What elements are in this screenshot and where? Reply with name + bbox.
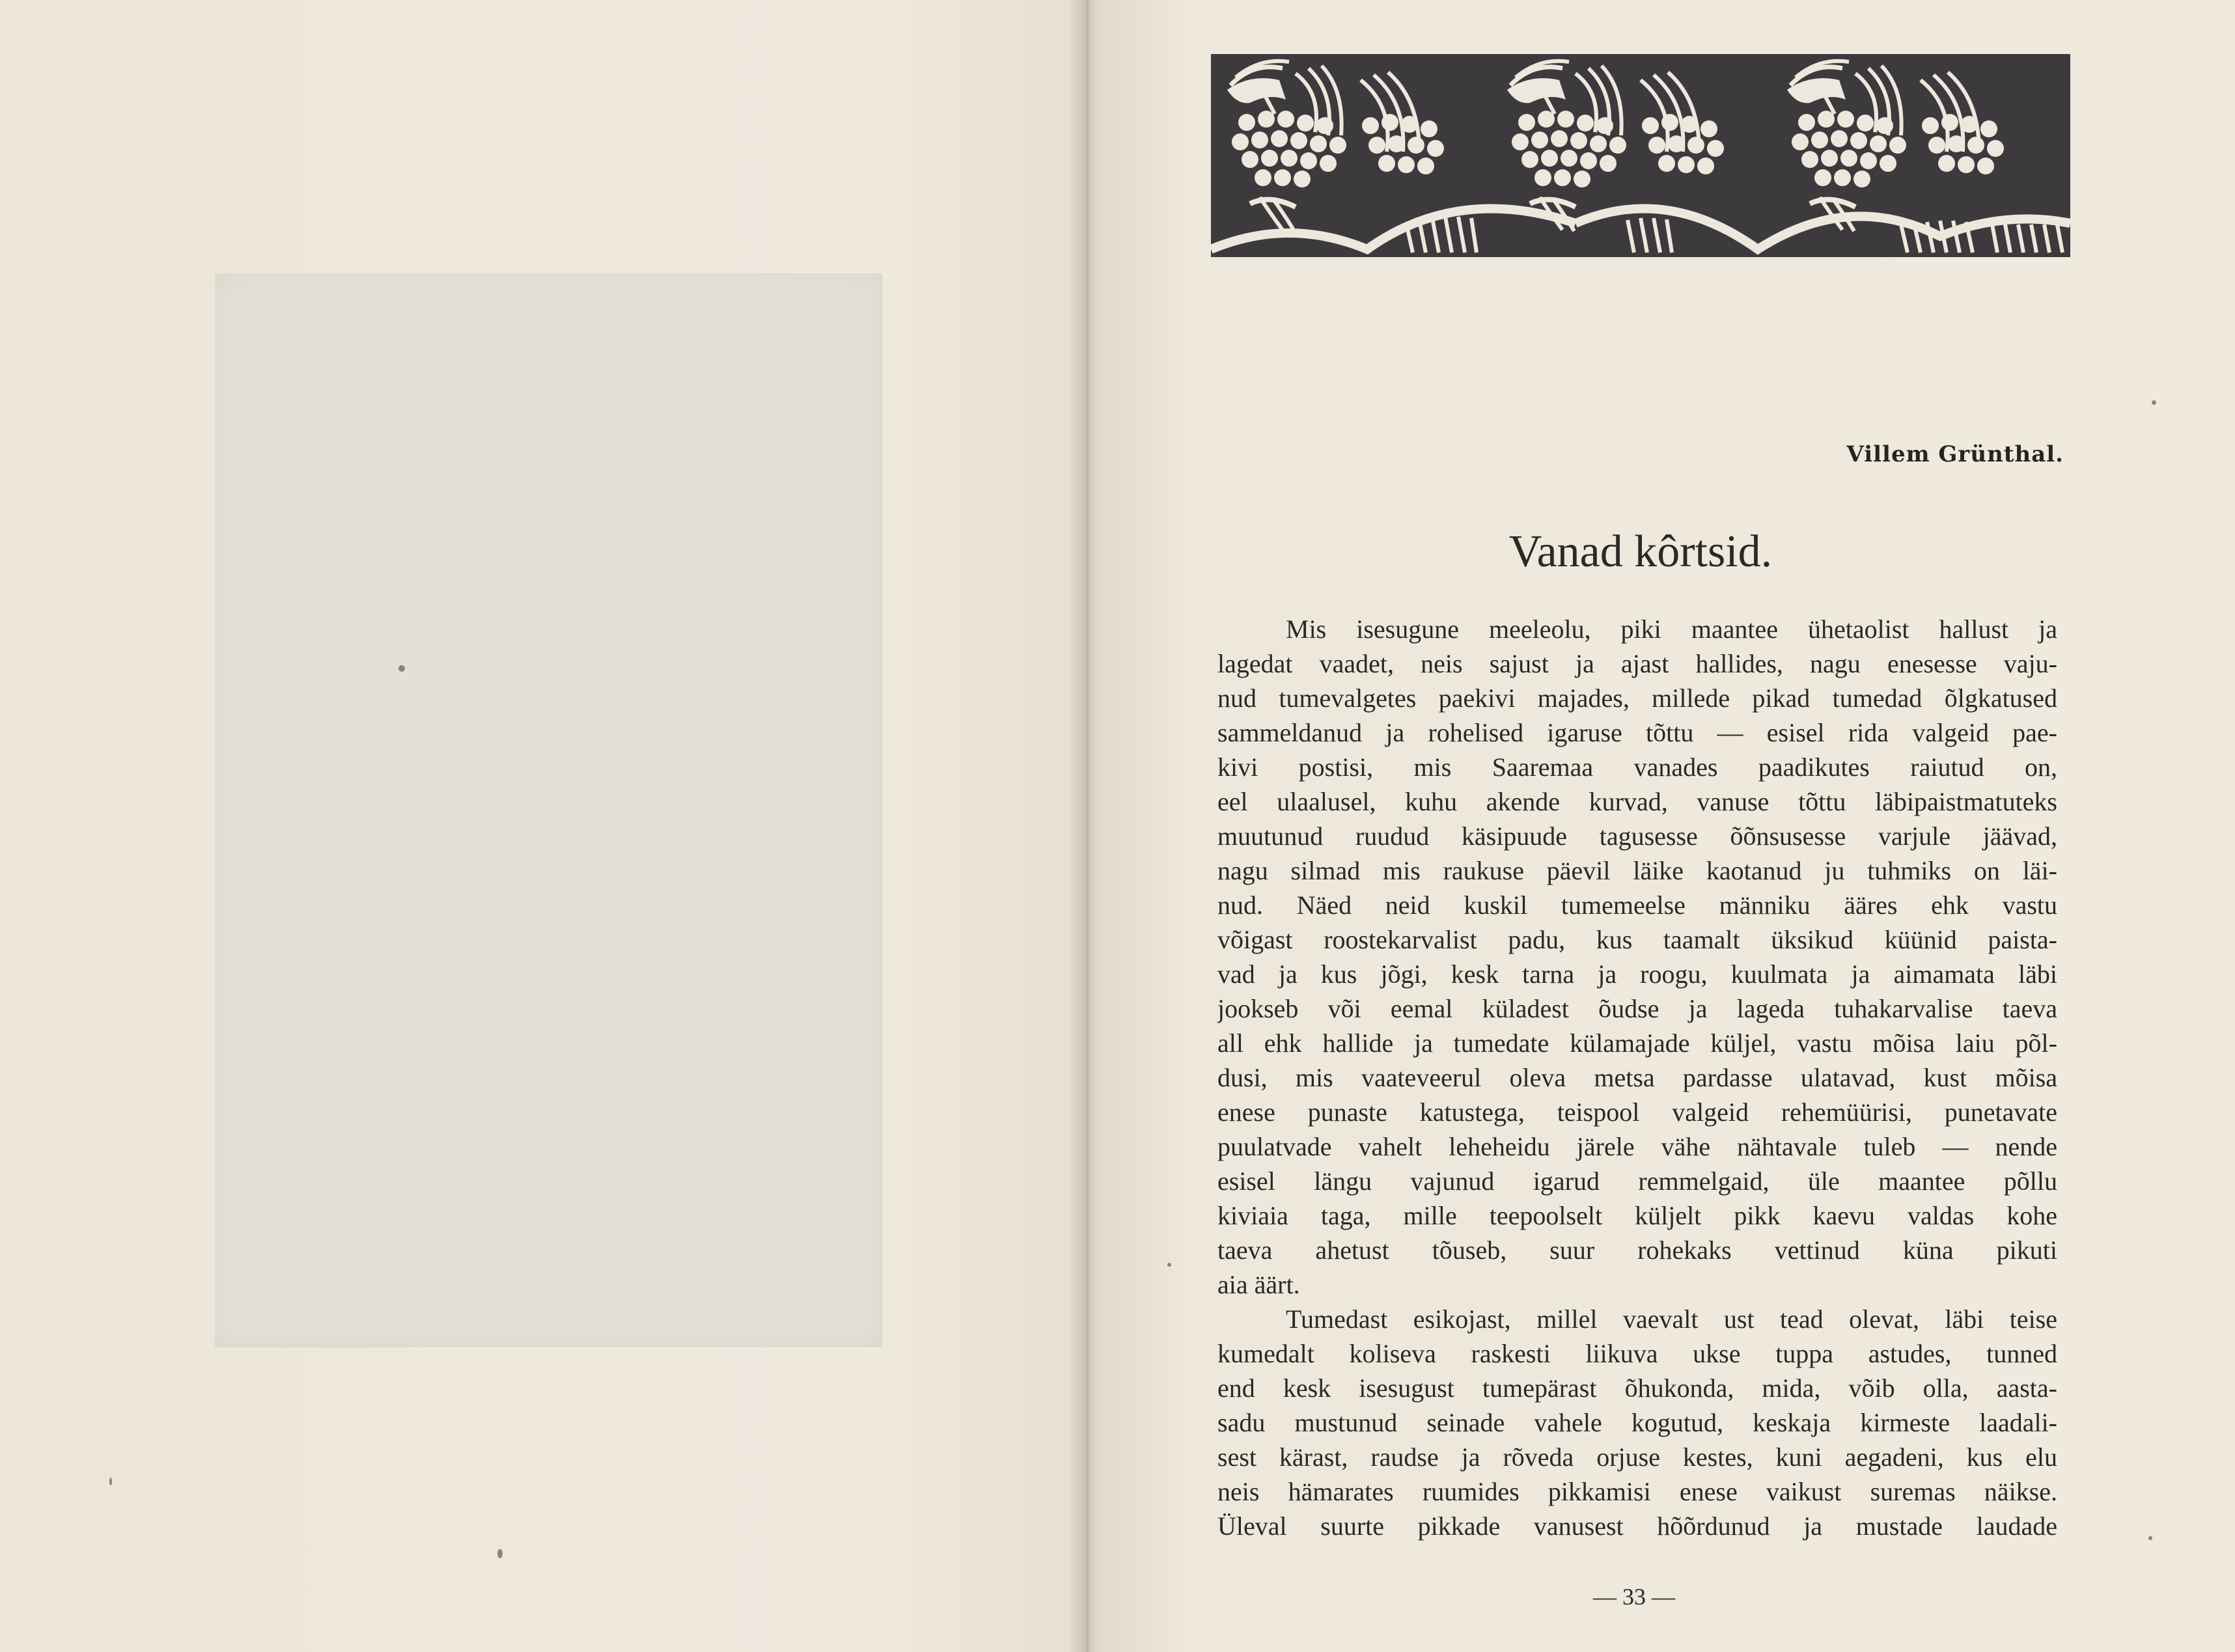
text-line: end kesk isesugust tumepärast õhukonda, mida, võib olla, aasta-: [1217, 1373, 2057, 1403]
text-line: võigast roostekarvalist padu, kus taamalt üksikud küünid paista-: [1217, 925, 2057, 954]
text-line: sadu mustunud seinade vahele kogutud, keskaja kirmeste laadali-: [1217, 1408, 2057, 1437]
text-line: neis hämarates ruumides pikkamisi enese vaikust suremas näikse.: [1217, 1477, 2057, 1506]
text-line: nagu silmad mis raukuse päevil läike kaotanud ju tuhmiks on läi-: [1217, 856, 2057, 885]
decorative-woodcut-banner: [1211, 54, 2070, 257]
text-line: nud tumevalgetes paekivi majades, millede pikad tumedad õlgkatused: [1217, 683, 2057, 713]
text-line: kiviaia taga, mille teepoolselt küljelt pikk kaevu valdas kohe: [1217, 1201, 2057, 1230]
text-line: kivi postisi, mis Saaremaa vanades paadikutes raiutud on,: [1217, 752, 2057, 782]
text-line: Üleval suurte pikkade vanusest hõõrdunud ja mustade laudade: [1217, 1511, 2057, 1541]
text-line: vad ja kus jõgi, kesk tarna ja roogu, kuulmata ja aimamata läbi: [1217, 959, 2057, 989]
text-line: aia äärt.: [1217, 1270, 1300, 1299]
tissue-overlay-sheet: [215, 273, 882, 1347]
text-line: sest kärast, raudse ja rõveda orjuse kestes, kuni aegadeni, kus elu: [1217, 1442, 2057, 1472]
left-page: [0, 0, 1086, 1652]
text-line: taeva ahetust tõuseb, suur rohekaks vettinud küna pikuti: [1217, 1235, 2057, 1265]
text-line: kumedalt koliseva raskesti liikuva ukse tuppa astudes, tunned: [1217, 1339, 2057, 1368]
text-line: all ehk hallide ja tumedate külamajade küljel, vastu mõisa laiu põl-: [1217, 1028, 2057, 1058]
text-line: Mis isesugune meeleolu, piki maantee ühetaolist hallust ja: [1286, 614, 2057, 644]
text-line: enese punaste katustega, teispool valgeid rehemüürisi, punetavate: [1217, 1097, 2057, 1127]
page-number: — 33 —: [1593, 1584, 1675, 1610]
text-line: puulatvade vahelt leheheidu järele vähe nähtavale tuleb — nende: [1217, 1132, 2057, 1161]
text-line: esisel längu vajunud igarud remmelgaid, üle maantee põllu: [1217, 1166, 2057, 1196]
article-body: [1217, 612, 2057, 1543]
text-line: nud. Näed neid kuskil tumemeelse männiku ääres ehk vastu: [1217, 890, 2057, 920]
chapter-title: Vanad kôrtsid.: [1508, 527, 1773, 577]
text-line: lagedat vaadet, neis sajust ja ajast hallides, nagu enesesse vaju-: [1217, 649, 2057, 678]
birds-and-berries-ornament: [1211, 54, 2070, 257]
text-line: dusi, mis vaateveerul oleva metsa pardasse ulatavad, kust mõisa: [1217, 1063, 2057, 1092]
author-name: Villem Grünthal.: [1846, 441, 2064, 467]
text-line: Tumedast esikojast, millel vaevalt ust tead olevat, läbi teise: [1286, 1304, 2057, 1334]
text-line: jookseb või eemal küladest õudse ja lageda tuhakarvalise taeva: [1217, 994, 2057, 1023]
text-line: muutunud ruudud käsipuude tagusesse õõnsusesse varjule jäävad,: [1217, 821, 2057, 851]
text-line: sammeldanud ja rohelised igaruse tõttu — esisel rida valgeid pae-: [1217, 718, 2057, 747]
text-line: eel ulaalusel, kuhu akende kurvad, vanuse tõttu läbipaistmatuteks: [1217, 787, 2057, 816]
